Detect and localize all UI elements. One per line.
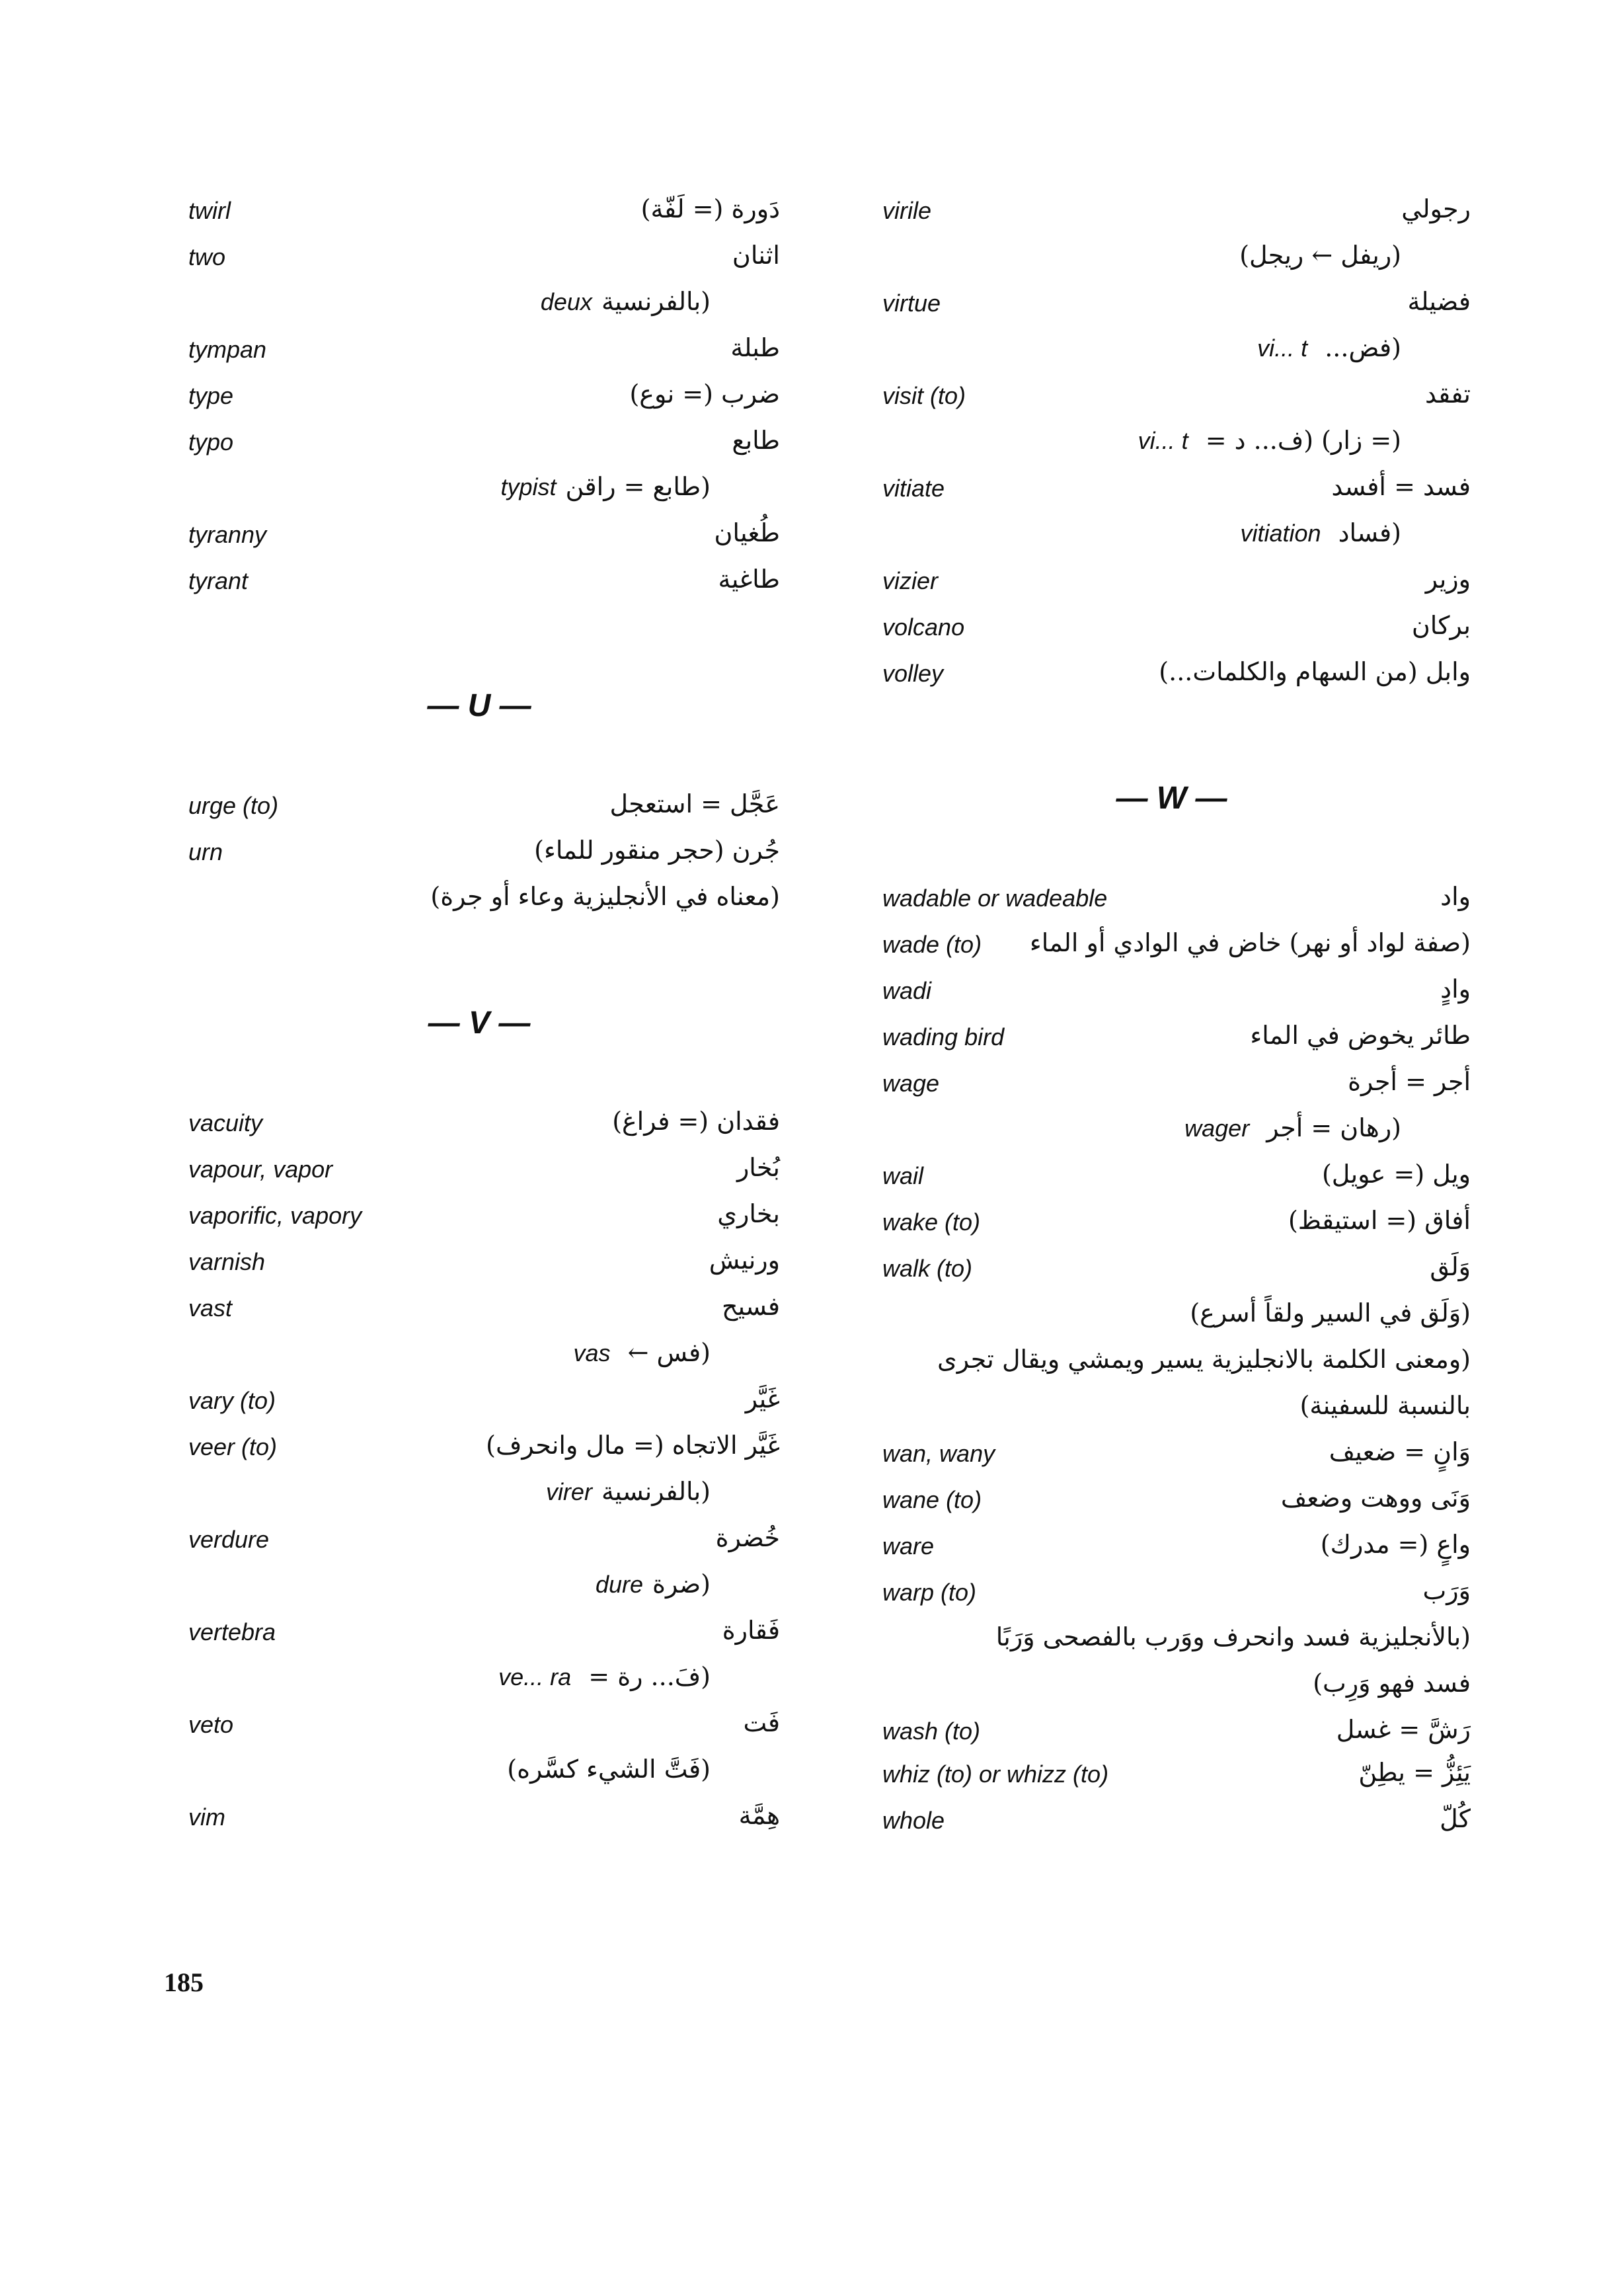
entry-continuation [872,1666,1471,1712]
arabic-note: (فس ← [619,1338,711,1367]
arabic-definition: هِمَّة [738,1801,780,1830]
entry-row [872,972,1471,1018]
entry-row [872,1064,1471,1111]
entry-continuation [178,879,780,926]
arabic-definition: أجر = أجرة [1348,1067,1471,1096]
section-heading-w: — W — [1116,781,1227,816]
entry-continuation [872,1620,1471,1666]
arabic-note: (وَلَق في السير ولقاً أسرع) [1190,1298,1471,1327]
entry-row [872,879,1471,926]
english-term: virtue [882,290,941,317]
entry-continuation [872,516,1471,562]
english-term: tympan [188,336,267,363]
english-term: wading bird [882,1023,1005,1050]
entry-row [872,1712,1471,1759]
arabic-definition: ضرب (= نوع) [629,379,780,409]
arabic-definition: خُضرة [715,1523,780,1552]
entry-row [178,516,780,562]
arabic-definition: بُخار [736,1153,780,1182]
entry-row [178,1104,780,1150]
entry-row [178,238,780,284]
english-term: vapour, vapor [188,1156,333,1183]
arabic-definition: جُرن (حجر منقور للماء) [534,836,780,865]
arabic-definition: رجولي [1401,194,1471,223]
arabic-note: (فض... [1317,333,1401,362]
arabic-note: (= زار) (ف... د = [1197,426,1401,455]
entry-row [872,1018,1471,1064]
entry-continuation [178,284,780,331]
arabic-note: (فساد [1330,518,1401,547]
arabic-definition: بركان [1411,611,1471,640]
english-term: whole [882,1807,945,1834]
arabic-definition: رَشَّ = غسل [1336,1715,1471,1744]
arabic-definition: فسيح [721,1292,780,1321]
arabic-note: (معناه في الأنجليزية وعاء أو جرة) [430,882,780,911]
entry-row [872,608,1471,654]
english-term: vertebra [188,1618,276,1645]
entry-row [178,1289,780,1335]
entry-row [872,1157,1471,1203]
latin-note: virer [545,1478,592,1505]
entry-row [872,284,1471,331]
latin-note: wager [1184,1115,1250,1142]
entry-row [872,1435,1471,1481]
entry-row [178,423,780,469]
entry-row [178,1428,780,1474]
arabic-note: (طابع = راقن [565,472,711,501]
english-term: vast [188,1294,233,1322]
arabic-definition: طُغيان [714,518,780,547]
entry-row [872,1249,1471,1296]
entry-row [178,1382,780,1428]
entry-row [872,1527,1471,1573]
entry-continuation [872,1342,1471,1388]
english-term: virile [882,197,932,224]
entry-row [872,377,1471,423]
entry-continuation [872,1388,1471,1435]
english-term: volley [882,660,944,687]
arabic-definition: ويل (= عويل) [1321,1160,1471,1189]
latin-note: vi... t [1257,335,1308,362]
english-term: two [188,243,226,270]
arabic-definition: فَقارة [722,1616,780,1645]
english-term: wade (to) [882,931,982,958]
english-term: wadable or wadeable [882,885,1108,912]
english-term: veer (to) [188,1433,278,1460]
english-term: vaporific, vapory [188,1202,362,1229]
entry-row [178,562,780,608]
arabic-note: (بالأنجليزية فسد وانحرف ووَرب بالفصحى وَرَبًا [995,1622,1471,1651]
arabic-definition: ورنيش [709,1246,780,1275]
arabic-definition: كُلّ [1440,1804,1471,1833]
english-term: vacuity [188,1109,263,1136]
entry-row [872,192,1471,238]
page-number: 185 [164,1967,204,1997]
entry-continuation [178,1659,780,1706]
english-term: ware [882,1532,935,1560]
arabic-definition: تفقد [1425,379,1471,409]
arabic-definition: طاغية [718,565,780,594]
entry-row [178,1197,780,1243]
entry-row [178,1150,780,1197]
arabic-note: (ريفل ← ريجل) [1239,241,1401,270]
arabic-definition: وزير [1425,565,1471,594]
entry-continuation [178,1335,780,1382]
entry-continuation [872,238,1471,284]
arabic-definition: أفاق (= استيقظ) [1288,1206,1471,1235]
english-term: wash (to) [882,1718,981,1745]
arabic-definition: دَورة (= لَفّة) [640,194,780,223]
arabic-note: بالنسبة للسفينة) [1299,1391,1471,1420]
english-term: wage [882,1070,940,1097]
english-term: tyrant [188,567,249,594]
english-term: wail [882,1162,924,1189]
entry-row [178,833,780,879]
arabic-definition: فَت [743,1708,780,1737]
english-term: urn [188,838,223,865]
english-term: wake (to) [882,1208,981,1236]
english-term: typo [188,428,234,455]
entry-row [872,1801,1471,1848]
arabic-definition: واعٍ (= مدرك) [1320,1530,1471,1559]
english-term: twirl [188,197,231,224]
arabic-definition: وَانٍ = ضعيف [1329,1437,1471,1466]
arabic-note: (بالفرنسية [601,287,711,316]
entry-row [872,1203,1471,1249]
arabic-definition: بخاري [717,1199,780,1228]
entry-continuation [178,1474,780,1521]
entry-row [178,331,780,377]
arabic-definition: فضيلة [1407,287,1471,316]
latin-note: ve... ra [498,1663,572,1690]
arabic-definition: وَلَق [1430,1252,1471,1281]
section-heading-v: — V — [428,1006,531,1041]
arabic-definition: عَجَّل = استعجل [609,789,780,818]
english-term: vitiate [882,475,945,502]
arabic-note: (ضرة [652,1569,711,1599]
arabic-definition: (صفة لواد أو نهر) خاض في الوادي أو الماء [1029,928,1471,957]
entry-row [178,1706,780,1752]
entry-row [872,469,1471,516]
latin-note: deux [540,288,592,315]
arabic-note: فسد فهو وَرِب) [1313,1669,1471,1698]
english-term: vizier [882,567,939,594]
arabic-definition: فقدان (= فراغ) [612,1107,780,1136]
arabic-definition: واد [1440,882,1471,911]
entry-row [178,377,780,423]
entry-continuation [178,1752,780,1798]
entry-continuation [872,423,1471,469]
latin-note: vitiation [1240,520,1321,547]
english-term: vim [188,1803,225,1831]
entry-row [178,1243,780,1289]
latin-note: vi... t [1138,427,1188,454]
section-heading-u: — U — [427,688,531,723]
arabic-definition: يَئِزُّ = يطِنّ [1358,1758,1471,1787]
entry-row [872,926,1471,972]
english-term: wan, wany [882,1440,995,1467]
arabic-definition: فسد = أفسد [1331,472,1471,501]
entry-row [872,654,1471,701]
english-term: varnish [188,1248,266,1275]
entry-row [872,1755,1471,1801]
english-term: walk (to) [882,1255,973,1282]
entry-continuation [178,469,780,516]
english-term: verdure [188,1526,270,1553]
entry-continuation [872,1111,1471,1157]
entry-row [872,1573,1471,1620]
arabic-definition: وَرَب [1422,1576,1471,1605]
english-term: whiz (to) or whizz (to) [882,1761,1109,1788]
arabic-definition: طائر يخوض في الماء [1250,1021,1471,1050]
arabic-note: (رهان = أجر [1258,1113,1401,1142]
english-term: wadi [882,977,932,1004]
entry-row [178,192,780,238]
english-term: tyranny [188,521,267,548]
entry-row [178,1798,780,1844]
english-term: type [188,382,234,409]
entry-continuation [872,1296,1471,1342]
entry-row [178,1613,780,1659]
english-term: visit (to) [882,382,966,409]
arabic-definition: طابع [732,426,780,455]
entry-row [178,1521,780,1567]
arabic-note: (فَ... رة = [580,1662,711,1691]
english-term: volcano [882,614,965,641]
entry-row [872,562,1471,608]
arabic-definition: غَيَّر الاتجاه (= مال وانحرف) [486,1431,780,1460]
latin-note: dure [595,1571,644,1598]
arabic-definition: غَيَّر [745,1384,780,1413]
english-term: urge (to) [188,792,279,819]
entry-row [872,1481,1471,1527]
entry-continuation [872,331,1471,377]
arabic-definition: وادٍ [1440,974,1471,1004]
english-term: warp (to) [882,1579,977,1606]
arabic-definition: طبلة [730,333,780,362]
latin-note: vas [573,1339,611,1366]
english-term: veto [188,1711,234,1738]
arabic-definition: وابل (من السهام والكلمات...) [1159,657,1471,686]
arabic-definition: وَنَى ووهت وضعف [1280,1484,1471,1513]
latin-note: typist [500,473,557,500]
english-term: wane (to) [882,1486,982,1513]
arabic-note: (فَتَّ الشيء كسَّره) [507,1755,711,1784]
english-term: vary (to) [188,1387,276,1414]
entry-continuation [178,1567,780,1613]
arabic-note: (ومعنى الكلمة بالانجليزية يسير ويمشي ويقال تجرى [937,1345,1471,1374]
arabic-definition: اثنان [732,241,780,270]
entry-row [178,787,780,833]
arabic-note: (بالفرنسية [601,1477,711,1506]
